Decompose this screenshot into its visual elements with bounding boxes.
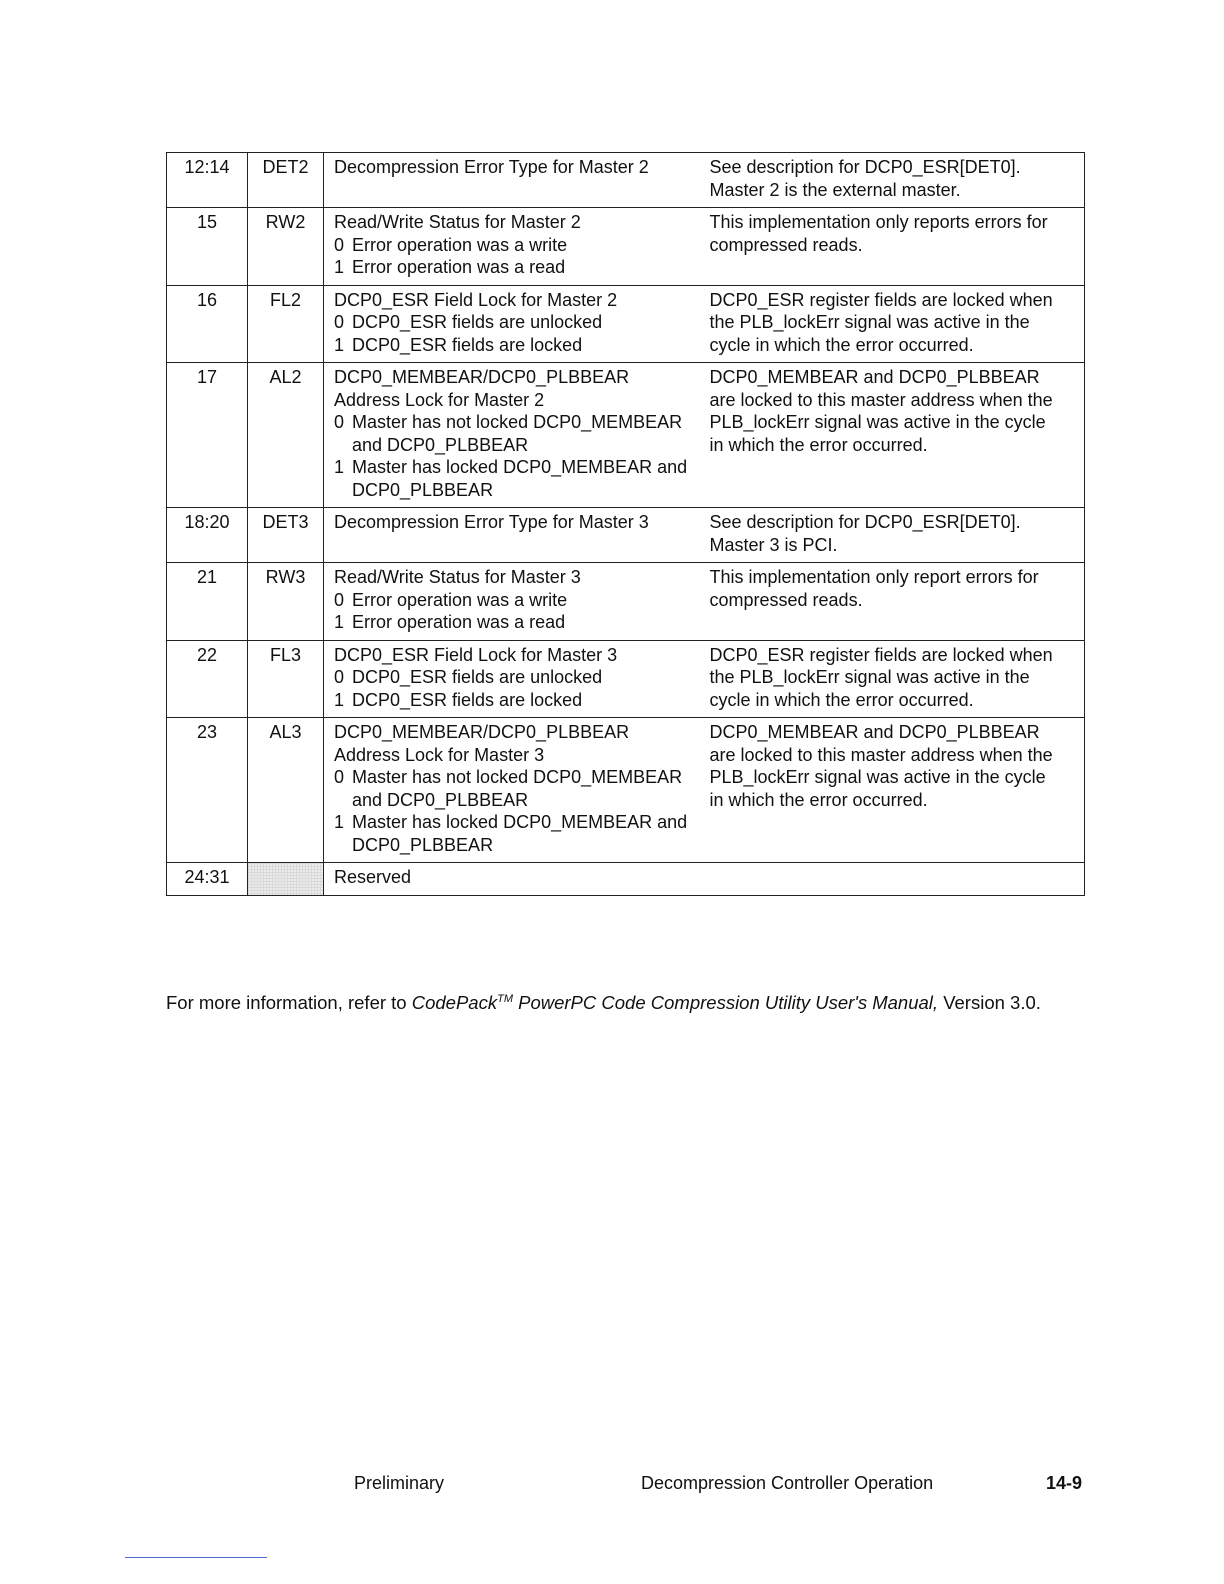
- option-text: DCP0_ESR fields are locked: [352, 689, 583, 710]
- manual-title-rest: PowerPC Code Compression Utility User's Manual,: [512, 992, 939, 1013]
- table-row: [167, 153, 1085, 208]
- value-option: [334, 811, 696, 856]
- notes-cell: [704, 508, 1085, 563]
- bits-cell: 24:31: [167, 863, 248, 896]
- description-title: Decompression Error Type for Master 3: [334, 512, 649, 532]
- register-table-body: [167, 153, 1085, 896]
- description-title: DCP0_MEMBEAR/DCP0_PLBBEAR: [334, 722, 630, 742]
- option-text: Error operation was a write: [352, 589, 568, 610]
- note-line: PLB_lockErr signal was active in the cycle: [709, 767, 1046, 787]
- option-text: Error operation was a read: [352, 612, 566, 632]
- value-option: [334, 666, 696, 689]
- notes-cell: [704, 863, 1085, 896]
- description-title: DCP0_ESR Field Lock for Master 2: [334, 289, 618, 310]
- table-row: [167, 285, 1085, 363]
- option-text: Master has locked DCP0_MEMBEAR and DCP0_PLBBEAR: [352, 812, 688, 855]
- table-row: [167, 563, 1085, 641]
- note-line: See description for DCP0_ESR[DET0].: [709, 512, 1021, 532]
- field-name-cell: FL3: [248, 640, 324, 718]
- option-value: 1: [334, 334, 345, 355]
- option-text: DCP0_ESR fields are locked: [352, 334, 583, 355]
- notes-cell: [704, 285, 1085, 363]
- option-value: 0: [334, 234, 345, 255]
- description-title: DCP0_ESR Field Lock for Master 3: [334, 644, 618, 665]
- option-value: 1: [334, 457, 345, 477]
- note-line: DCP0_ESR register fields are locked when: [709, 644, 1053, 665]
- note-line: compressed reads.: [709, 234, 863, 255]
- bits-cell: 21: [167, 563, 248, 641]
- option-value: 1: [334, 257, 345, 277]
- option-value: 0: [334, 589, 345, 610]
- description-title: Reserved: [334, 867, 412, 887]
- field-name-cell: RW2: [248, 208, 324, 286]
- table-row: [167, 863, 1085, 896]
- option-text: Error operation was a read: [352, 257, 566, 277]
- notes-cell: [704, 363, 1085, 508]
- note-line: the PLB_lockErr signal was active in the: [709, 667, 1030, 687]
- footer-page-number: 14-9: [1046, 1473, 1083, 1493]
- bits-cell: 18:20: [167, 508, 248, 563]
- field-name-cell: [248, 863, 324, 896]
- notes-cell: [704, 153, 1085, 208]
- option-value: 1: [334, 612, 345, 632]
- option-text: DCP0_ESR fields are unlocked: [352, 667, 603, 687]
- table-row: [167, 640, 1085, 718]
- reference-manual-title: [412, 992, 938, 1013]
- value-option: [334, 456, 696, 501]
- value-option: [334, 689, 696, 712]
- scan-edge-rule: [125, 1557, 267, 1558]
- note-line: compressed reads.: [709, 589, 863, 610]
- note-line: This implementation only report errors for: [709, 567, 1039, 587]
- note-line: PLB_lockErr signal was active in the cycle: [709, 412, 1046, 432]
- note-line: the PLB_lockErr signal was active in the: [709, 312, 1030, 332]
- notes-cell: [704, 718, 1085, 863]
- bits-cell: 23: [167, 718, 248, 863]
- value-option: [334, 311, 696, 334]
- value-option: [334, 411, 696, 456]
- option-value: 0: [334, 767, 345, 787]
- field-name-cell: DET2: [248, 153, 324, 208]
- description-cell: [324, 508, 704, 563]
- description-cell: [324, 718, 704, 863]
- bits-cell: 22: [167, 640, 248, 718]
- table-row: [167, 718, 1085, 863]
- option-value: 0: [334, 312, 345, 332]
- value-option: [334, 256, 696, 279]
- reference-note: [166, 987, 1106, 1015]
- footer-status: Preliminary: [354, 1473, 445, 1493]
- note-line: This implementation only reports errors for: [709, 212, 1048, 232]
- notes-cell: [704, 563, 1085, 641]
- bits-cell: 12:14: [167, 153, 248, 208]
- note-line: cycle in which the error occurred.: [709, 689, 974, 710]
- description-cell: [324, 640, 704, 718]
- bits-cell: 17: [167, 363, 248, 508]
- note-line: Master 3 is PCI.: [709, 534, 838, 555]
- table-row: [167, 508, 1085, 563]
- description-cell: [324, 863, 704, 896]
- description-title: Read/Write Status for Master 3: [334, 567, 581, 587]
- note-line: are locked to this master address when the: [709, 744, 1053, 765]
- description-title: Decompression Error Type for Master 2: [334, 157, 649, 177]
- note-line: in which the error occurred.: [709, 789, 928, 810]
- table-row: [167, 363, 1085, 508]
- value-option: [334, 334, 696, 357]
- description-cell: [324, 285, 704, 363]
- option-text: DCP0_ESR fields are unlocked: [352, 312, 603, 332]
- notes-cell: [704, 208, 1085, 286]
- option-value: 0: [334, 667, 345, 687]
- value-option: [334, 589, 696, 612]
- description-cell: [324, 153, 704, 208]
- note-line: cycle in which the error occurred.: [709, 334, 974, 355]
- field-name-cell: RW3: [248, 563, 324, 641]
- table-row: [167, 208, 1085, 286]
- bits-cell: 15: [167, 208, 248, 286]
- option-value: 1: [334, 812, 345, 832]
- footer-chapter-title: Decompression Controller Operation: [641, 1473, 934, 1493]
- option-value: 1: [334, 689, 345, 710]
- value-option: [334, 234, 696, 257]
- bits-cell: 16: [167, 285, 248, 363]
- field-name-cell: DET3: [248, 508, 324, 563]
- option-text: Master has not locked DCP0_MEMBEAR and DCP0_PLBBEAR: [352, 412, 683, 455]
- note-line: are locked to this master address when the: [709, 389, 1053, 410]
- option-text: Master has locked DCP0_MEMBEAR and DCP0_PLBBEAR: [352, 457, 688, 500]
- note-line: DCP0_MEMBEAR and DCP0_PLBBEAR: [709, 367, 1040, 387]
- note-line: DCP0_ESR register fields are locked when: [709, 289, 1053, 310]
- description-cell: [324, 563, 704, 641]
- manual-title-codepack: CodePack: [411, 992, 498, 1013]
- option-value: 0: [334, 412, 345, 432]
- description-cell: [324, 208, 704, 286]
- register-field-table: [166, 152, 1085, 896]
- field-name-cell: FL2: [248, 285, 324, 363]
- description-subtitle: Address Lock for Master 2: [334, 389, 545, 410]
- value-option: [334, 611, 696, 634]
- note-line: Master 2 is the external master.: [709, 179, 961, 200]
- option-text: Error operation was a write: [352, 234, 568, 255]
- reference-note-suffix: Version 3.0.: [938, 992, 1041, 1013]
- reference-note-prefix: For more information, refer to: [166, 992, 412, 1013]
- description-cell: [324, 363, 704, 508]
- field-name-cell: AL2: [248, 363, 324, 508]
- description-title: DCP0_MEMBEAR/DCP0_PLBBEAR: [334, 367, 630, 387]
- description-title: Read/Write Status for Master 2: [334, 212, 581, 232]
- value-option: [334, 766, 696, 811]
- notes-cell: [704, 640, 1085, 718]
- note-line: in which the error occurred.: [709, 434, 928, 455]
- description-subtitle: Address Lock for Master 3: [334, 744, 545, 765]
- note-line: DCP0_MEMBEAR and DCP0_PLBBEAR: [709, 722, 1040, 742]
- field-name-cell: AL3: [248, 718, 324, 863]
- note-line: See description for DCP0_ESR[DET0].: [709, 157, 1021, 177]
- trademark-mark: TM: [497, 993, 513, 1005]
- option-text: Master has not locked DCP0_MEMBEAR and DCP0_PLBBEAR: [352, 767, 683, 810]
